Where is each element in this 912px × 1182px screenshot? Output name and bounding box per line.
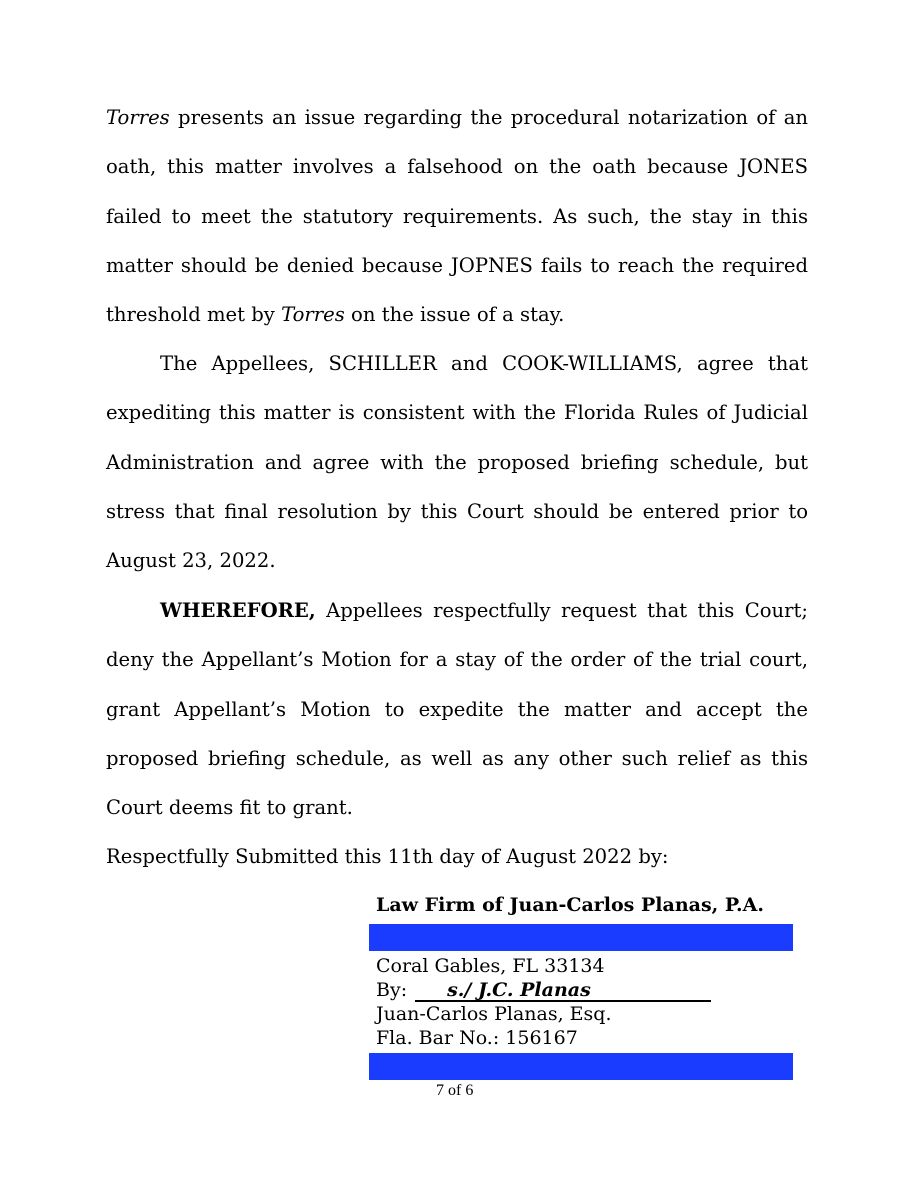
firm-name: Law Firm of Juan-Carlos Planas, P.A. [376, 894, 764, 916]
paragraph-text: on the issue of a stay. [344, 303, 565, 327]
case-name: Torres [106, 106, 170, 129]
page-number: 7 of 6 [436, 1082, 474, 1099]
paragraph-text: The Appellees, SCHILLER and COOK-WILLIAMS, agree that expediting this matter is consistent with the Florida Rules of Judicial Administration and agree with the proposed briefing schedule, but stress that final resolution by this Court should be entered prior to August 23, 2022. [106, 352, 808, 573]
paragraph-text: Respectfully Submitted this 11th day of August 2022 by: [106, 845, 669, 868]
city-line: Coral Gables, FL 33134 [376, 955, 605, 977]
wherefore-lead: WHEREFORE, [160, 599, 316, 622]
paragraph-appellees [106, 339, 808, 585]
signature-text: s./ J.C. Planas [415, 980, 711, 1002]
redaction-bar [369, 1053, 793, 1080]
redaction-bar [369, 924, 793, 951]
case-name: Torres [281, 303, 345, 327]
paragraph-text: Appellees respectfully request that this Court; deny the Appellant’s Motion for a stay of the order of the trial court, grant Appellant’s Motion to expedite the matter and accept the proposed briefing schedule, as well as any other such relief as this Court deems fit to grant. [106, 599, 808, 820]
paragraph-wherefore [106, 586, 808, 832]
submitted-line [106, 832, 826, 881]
paragraph-text: presents an issue regarding the procedural notarization of an oath, this matter involves a falsehood on the oath because JONES failed to meet the statutory requirements. As such, the stay in this matter should be denied because JOPNES fails to reach the required threshold met by [106, 106, 808, 327]
paragraph-torres [106, 93, 808, 339]
by-label: By: [376, 979, 408, 1001]
bar-number: Fla. Bar No.: 156167 [376, 1027, 578, 1049]
attorney-name: Juan-Carlos Planas, Esq. [376, 1003, 612, 1025]
signature-line [376, 978, 711, 1002]
